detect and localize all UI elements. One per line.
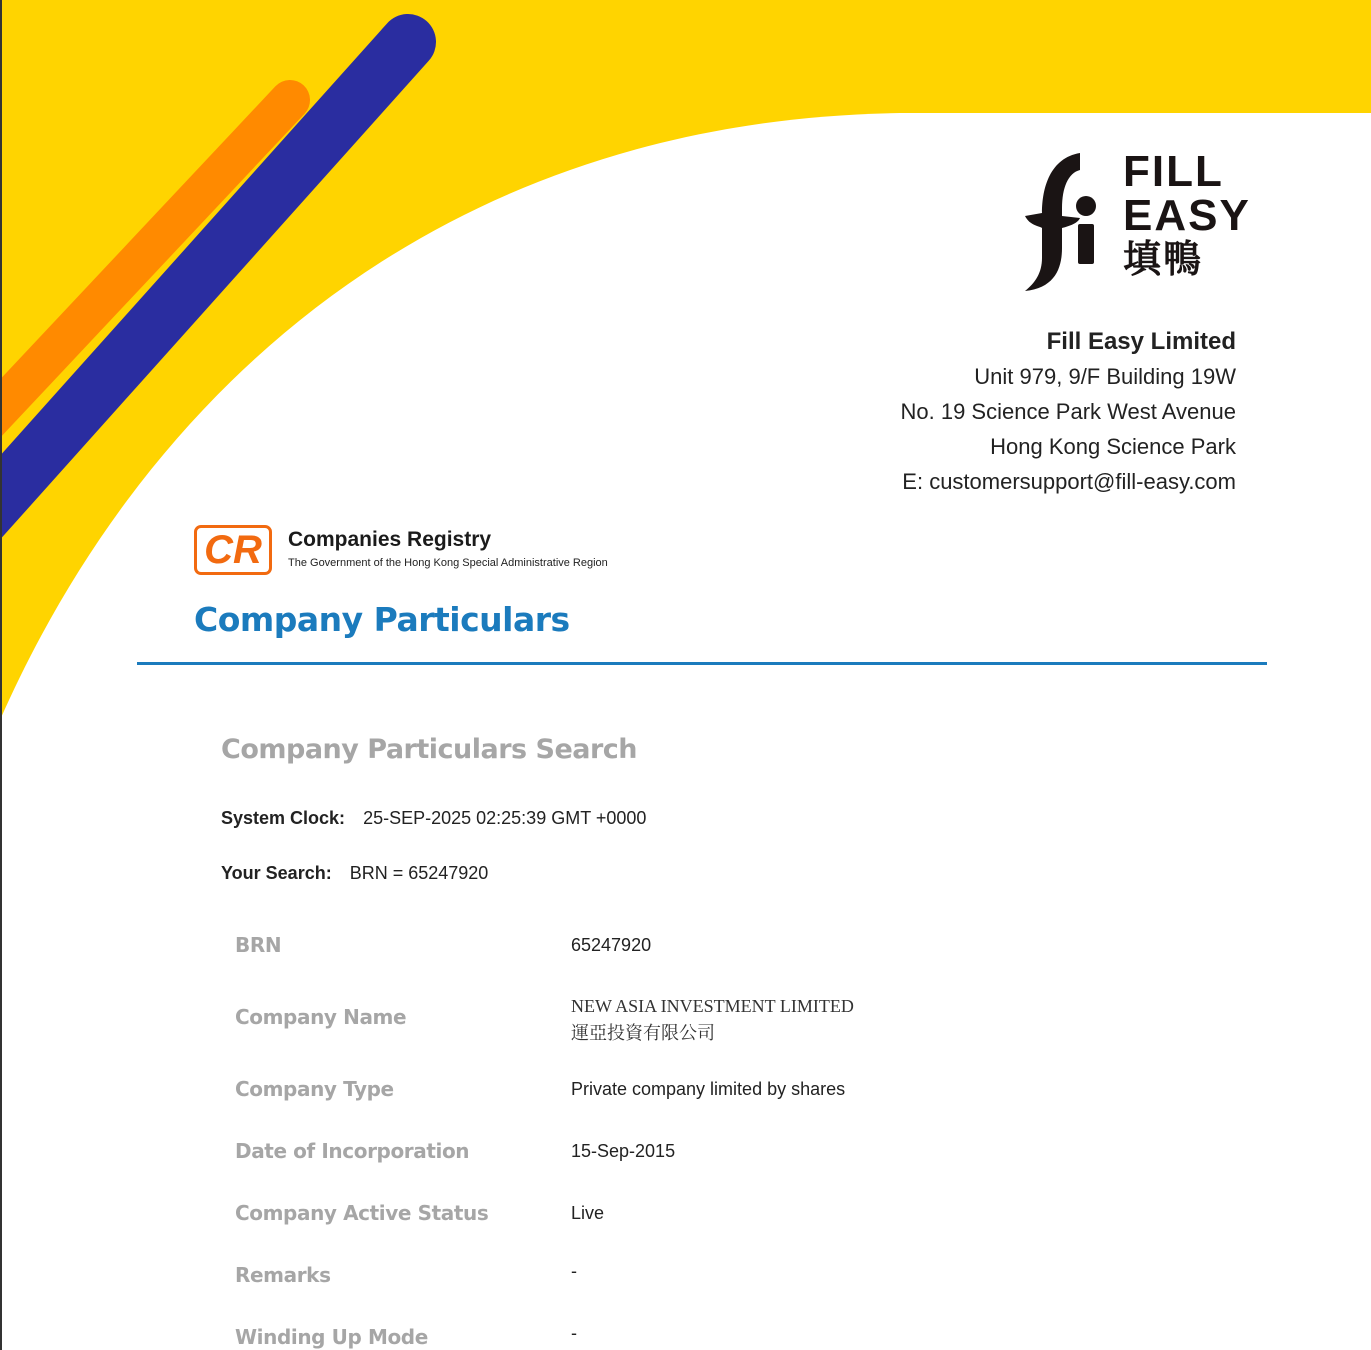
address-line: Unit 979, 9/F Building 19W [974,364,1236,389]
registry-subtitle: The Government of the Hong Kong Special Administrative Region [288,557,608,569]
section-title: Company Particulars Search [221,734,638,765]
system-clock: System Clock: 25-SEP-2025 02:25:39 GMT +0000 [221,808,647,828]
address-name: Fill Easy Limited [1046,328,1236,355]
your-search: Your Search: BRN = 65247920 [221,863,489,883]
company-address [901,324,1237,499]
address-line: Hong Kong Science Park [990,434,1236,459]
cr-logo-icon: CR [194,525,272,575]
fill-easy-wordmark: FILL EASY 填鴨 [1123,147,1251,281]
page-title: Company Particulars [194,600,570,639]
registry-title: Companies Registry [288,528,492,551]
divider [137,662,1267,665]
left-border [0,0,2,1350]
address-line: No. 19 Science Park West Avenue [900,399,1236,424]
address-email[interactable]: E: customersupport@fill-easy.com [902,469,1236,494]
